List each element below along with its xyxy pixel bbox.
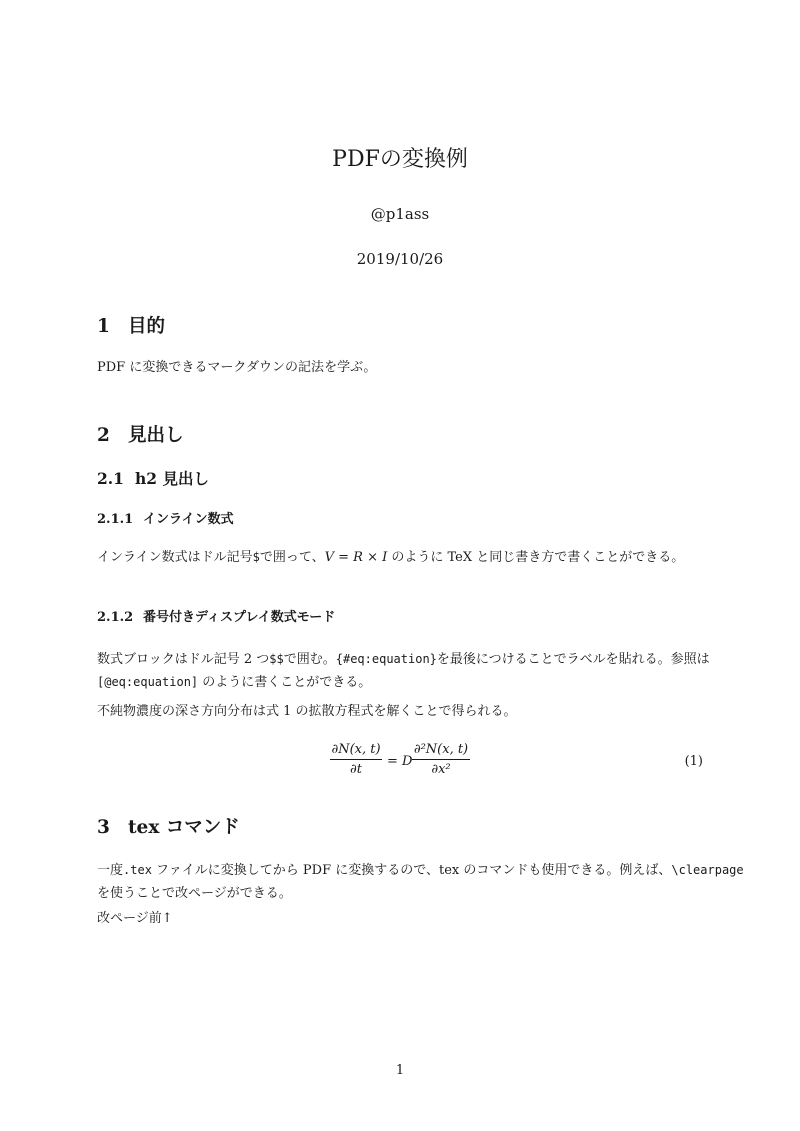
section-number: 2 <box>97 425 110 446</box>
section-title: 目的 <box>128 316 166 337</box>
subsection-heading-2-1 <box>97 468 209 490</box>
text-run: 一度 <box>97 863 124 878</box>
document-title: PDFの変換例 <box>332 147 468 172</box>
document-date: 2019/10/26 <box>356 250 444 268</box>
subsection-number: 2.1 <box>97 469 124 488</box>
fraction-bar <box>412 759 470 760</box>
text-run: ファイルに変換してから PDF に変換するので、tex のコマンドも使用できる。例えば、 <box>151 863 672 878</box>
subsubsection-title: インライン数式 <box>143 512 234 527</box>
text-run: を最後につけることでラベルを貼れる。参照は <box>436 652 710 667</box>
paragraph-purpose: PDF に変換できるマークダウンの記法を学ぶ。 <box>97 360 377 375</box>
fraction-rhs <box>412 741 470 778</box>
paragraph-diffusion: 不純物濃度の深さ方向分布は式 1 の拡散方程式を解くことで得られる。 <box>97 704 517 719</box>
section-number: 1 <box>97 316 110 337</box>
paragraph-inline-math <box>97 546 707 569</box>
subsubsection-heading-2-1-2 <box>97 608 335 628</box>
inline-code: $$ <box>269 652 284 666</box>
display-equation <box>0 741 800 785</box>
text-run: を使うことで改ページができる。 <box>97 886 292 901</box>
inline-code: $ <box>252 550 260 564</box>
page-number: 1 <box>395 1063 405 1078</box>
subsubsection-title: 番号付きディスプレイ数式モード <box>143 610 336 625</box>
section-title: tex コマンド <box>128 817 240 838</box>
fraction-denominator: ∂x² <box>431 762 451 777</box>
fraction-lhs <box>330 741 382 778</box>
equals-d: = D <box>387 754 413 769</box>
text-run: で囲む。 <box>283 652 336 667</box>
section-heading-2 <box>97 423 184 449</box>
paragraph-tex-command <box>97 859 744 905</box>
inline-code: [@eq:equation] <box>97 675 199 689</box>
section-number: 3 <box>97 817 110 838</box>
equation-number: (1) <box>684 754 703 769</box>
document-author: @p1ass <box>370 205 430 223</box>
text-run: で囲って、 <box>259 550 325 565</box>
text-run: のように書くことができる。 <box>198 675 372 690</box>
text-run: のように TeX と同じ書き方で書くことができる。 <box>387 550 685 565</box>
fraction-denominator: ∂t <box>350 762 362 777</box>
fraction-bar <box>330 759 382 760</box>
inline-code: {#eq:equation} <box>335 652 437 666</box>
inline-code: .tex <box>123 863 152 877</box>
subsubsection-number: 2.1.1 <box>97 512 134 527</box>
text-run: インライン数式はドル記号 <box>97 550 253 565</box>
fraction-numerator: ∂²N(x, t) <box>413 742 469 757</box>
paragraph-display-math <box>97 648 710 694</box>
section-heading-1 <box>97 314 165 340</box>
paragraph-page-break: 改ページ前↑ <box>97 911 173 926</box>
fraction-numerator: ∂N(x, t) <box>331 742 381 757</box>
subsection-title: h2 見出し <box>135 469 209 488</box>
section-heading-3 <box>97 815 240 841</box>
subsubsection-number: 2.1.2 <box>97 610 134 625</box>
text-run: 数式ブロックはドル記号 2 つ <box>97 652 270 667</box>
subsubsection-heading-2-1-1 <box>97 510 234 530</box>
inline-code: \clearpage <box>671 863 744 877</box>
section-title: 見出し <box>128 425 184 446</box>
inline-math: V = R × I <box>324 550 388 565</box>
